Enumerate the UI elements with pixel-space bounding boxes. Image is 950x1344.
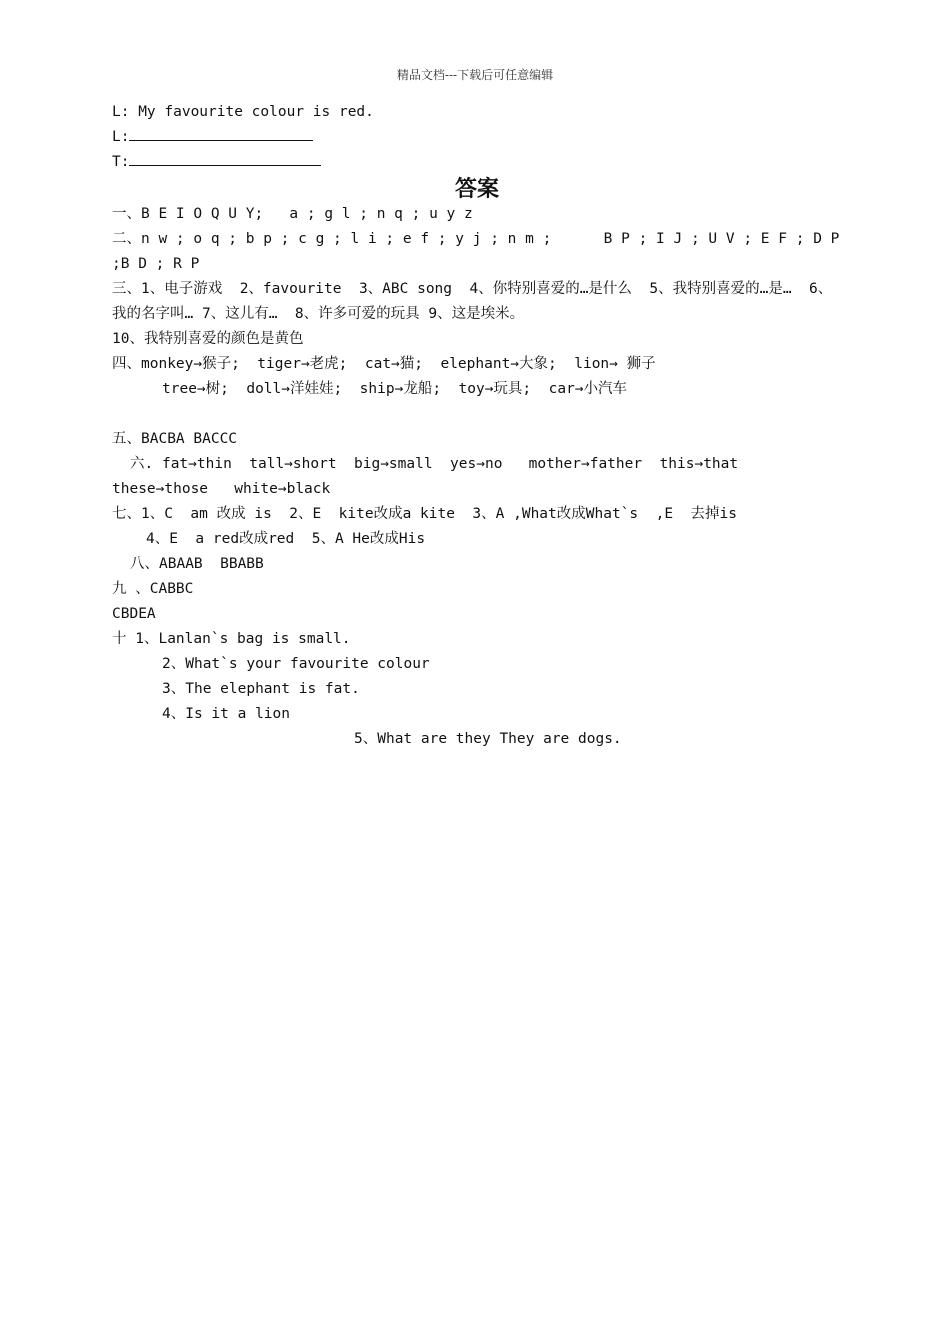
answer-section-9-line-1: 九 、CABBC	[112, 581, 194, 597]
blank-line	[112, 402, 842, 427]
answer-section-10-item-5: 5、What are they They are dogs.	[354, 731, 622, 747]
answer-section-6-line-2: these→those white→black	[112, 481, 331, 497]
answer-section-10-item-1: 十 1、Lanlan`s bag is small.	[112, 631, 351, 647]
page-header: 精品文档---下载后可任意编辑	[396, 68, 554, 82]
answer-section-3-item-10: 10、我特别喜爱的颜色是黄色	[112, 331, 304, 347]
answer-section-4-line-2: tree→树; doll→洋娃娃; ship→龙船; toy→玩具; car→小汽车	[162, 381, 628, 397]
dialog-l2-label: L:	[112, 129, 130, 145]
answer-section-8: 八、ABAAB BBABB	[130, 556, 264, 572]
dialog-l2-blank	[129, 126, 313, 141]
dialog-t-label: T:	[112, 154, 130, 170]
answer-section-9-line-2: CBDEA	[112, 606, 156, 622]
answer-section-7-line-2: 4、E a red改成red 5、A He改成His	[146, 531, 426, 547]
dialog-line-l1: L: My favourite colour is red.	[112, 104, 374, 120]
dialog-t-blank	[129, 151, 321, 166]
answer-section-2: 二、n w ; o q ; b p ; c g ; l i ; e f ; y j ; n m ; B P ; I J ; U V ; E F ; D P ;B D ; R P	[112, 231, 849, 272]
answer-section-7-line-1: 七、1、C am 改成 is 2、E kite改成a kite 3、A ,What改成What`s ,E 去掉is	[112, 506, 737, 522]
answers-title: 答案	[454, 177, 499, 202]
answer-section-10-item-3: 3、The elephant is fat.	[162, 681, 360, 697]
dialog-line-t	[112, 150, 842, 175]
answer-section-1: 一、B E I O Q U Y; a ; g l ; n q ; u y z	[112, 206, 473, 222]
dialog-line-l2	[112, 125, 842, 150]
answer-section-6-line-1: 六. fat→thin tall→short big→small yes→no mother→father this→that	[130, 456, 739, 472]
answer-section-10-item-4: 4、Is it a lion	[162, 706, 290, 722]
answer-section-3: 三、1、电子游戏 2、favourite 3、ABC song 4、你特别喜爱的…是什么 5、我特别喜爱的…是… 6、我的名字叫… 7、这儿有… 8、许多可爱的玩具 9、这是埃米。	[112, 281, 833, 322]
document-body	[112, 100, 849, 752]
answer-section-10-item-2: 2、What`s your favourite colour	[162, 656, 430, 672]
answer-section-4-line-1: 四、monkey→猴子; tiger→老虎; cat→猫; elephant→大象; lion→ 狮子	[112, 356, 656, 372]
answer-section-5: 五、BACBA BACCC	[112, 431, 238, 447]
